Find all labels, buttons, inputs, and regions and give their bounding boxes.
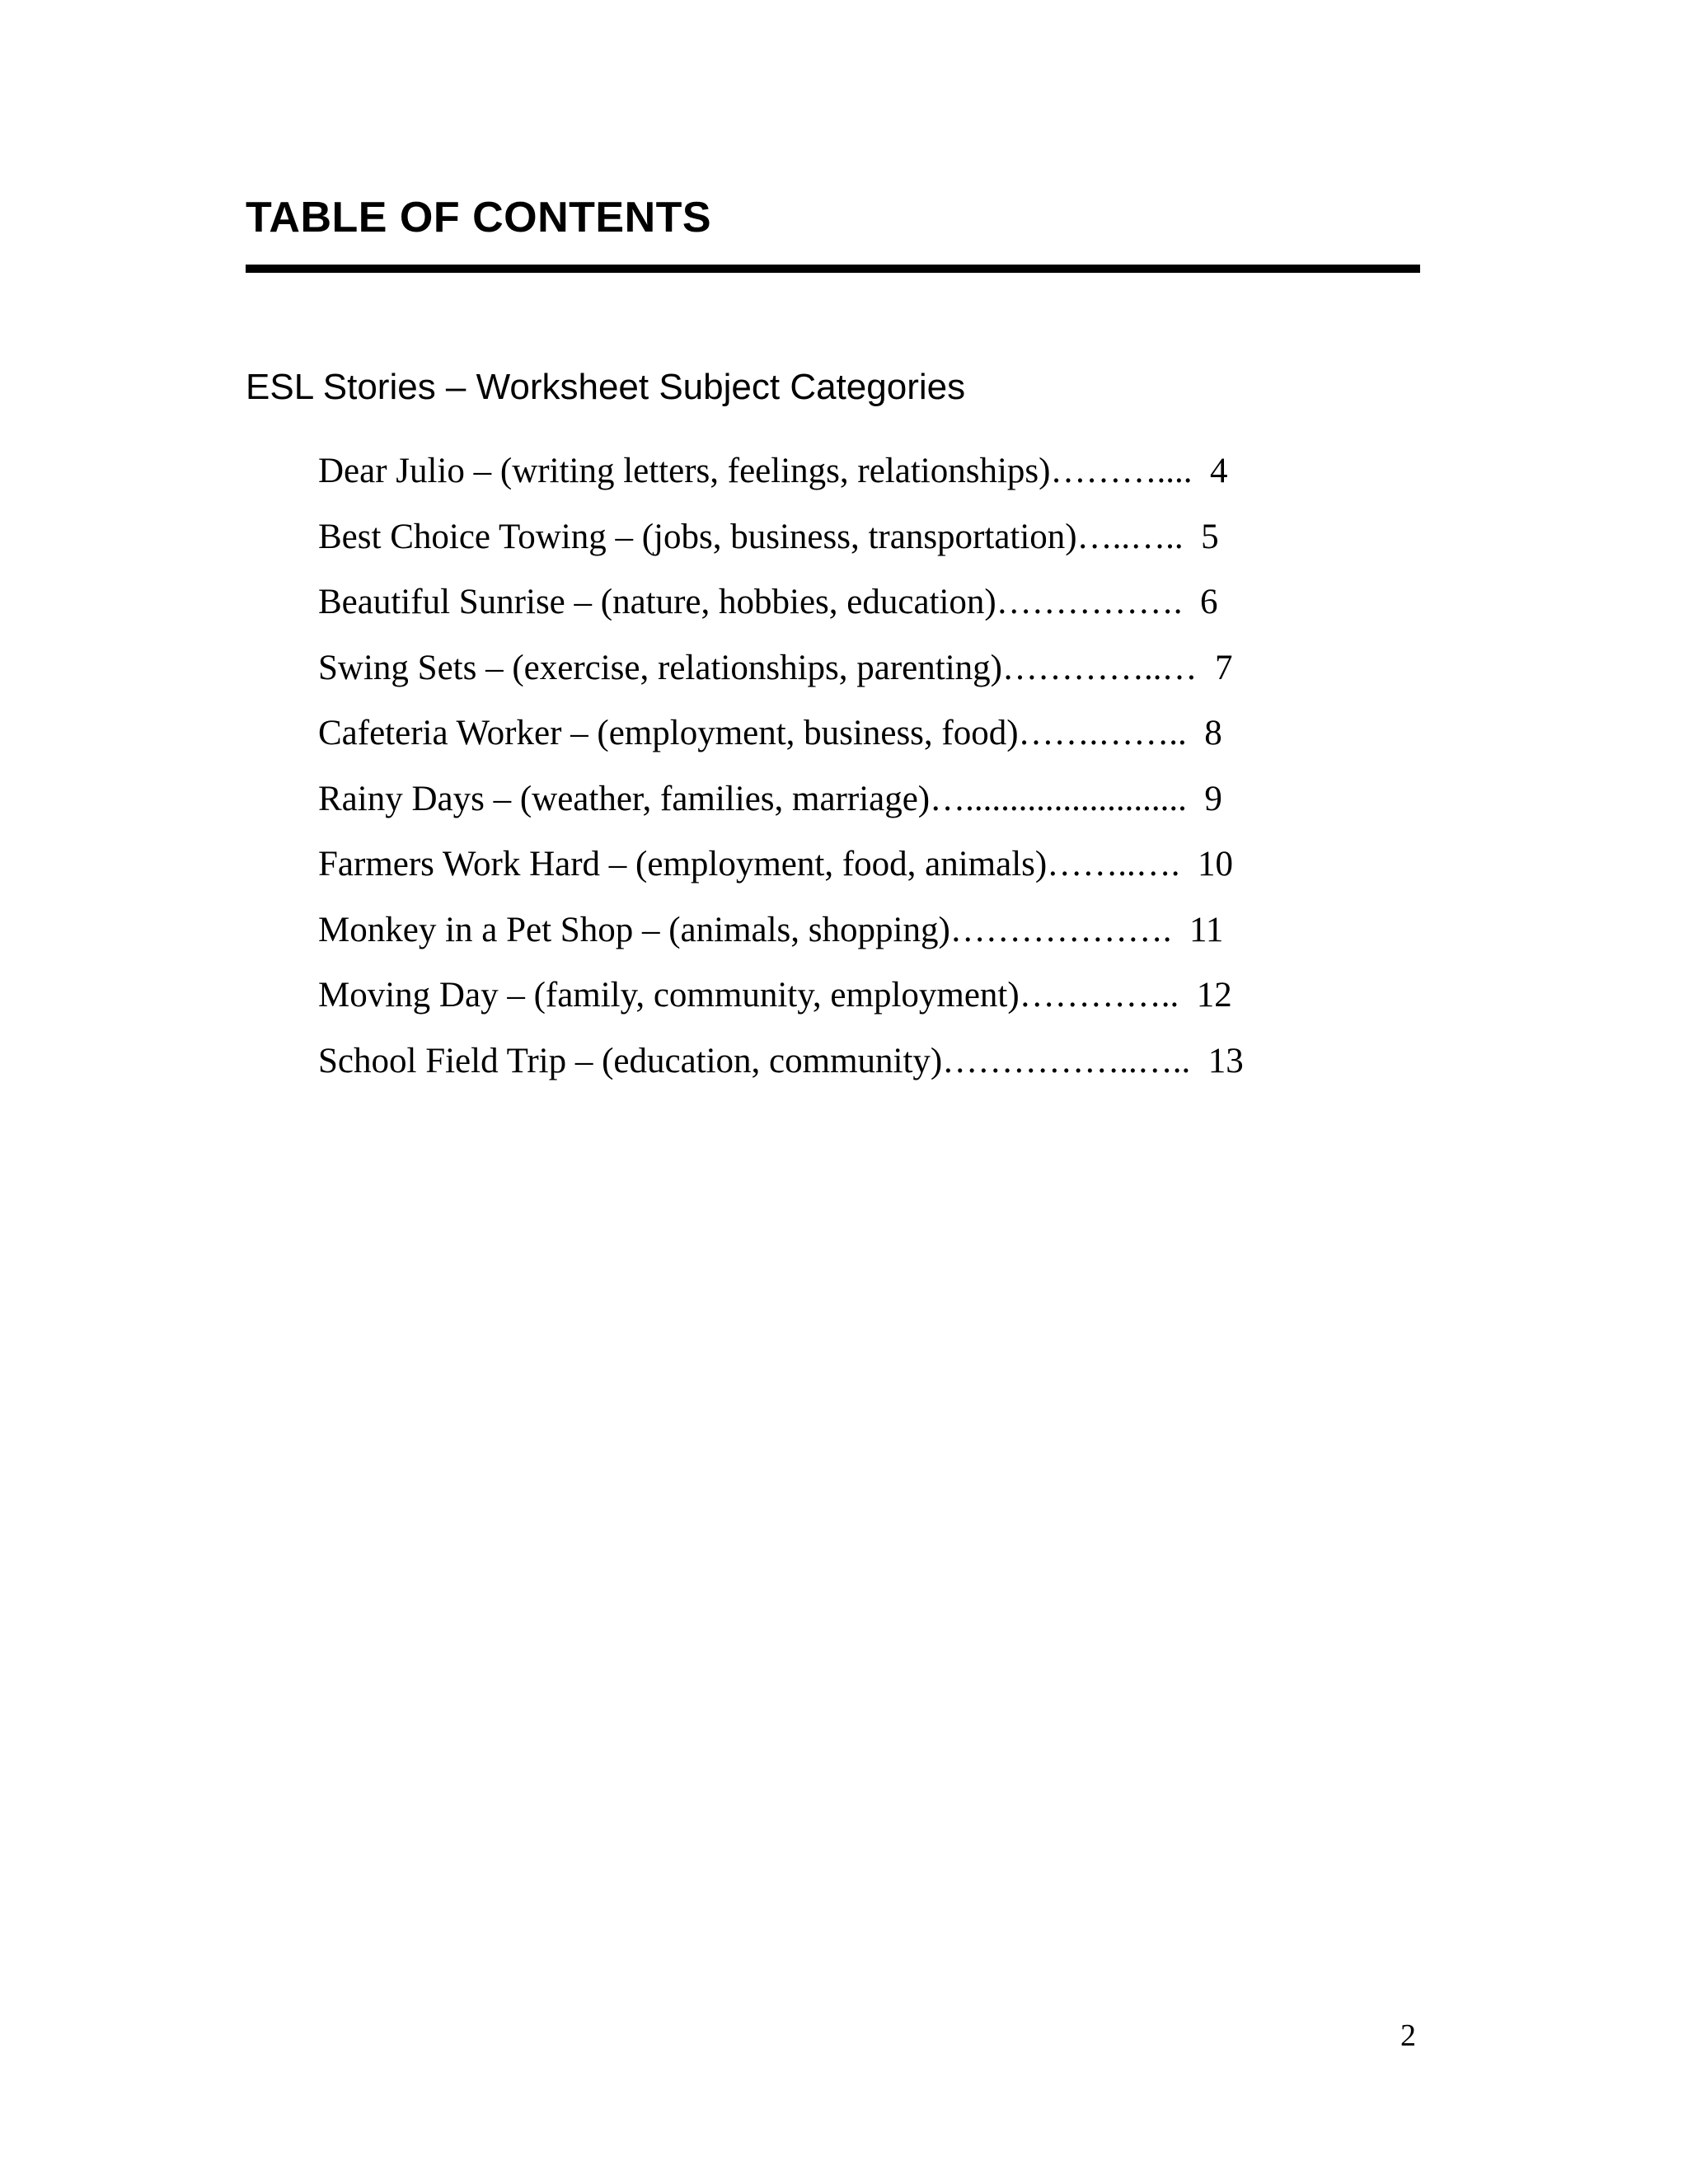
toc-entry: Beautiful Sunrise – (nature, hobbies, education)……………. 6 (318, 583, 1218, 621)
toc-entry: Monkey in a Pet Shop – (animals, shopping)………………. 11 (318, 910, 1224, 949)
toc-entry: Swing Sets – (exercise, relationships, parenting)…………..… 7 (318, 648, 1233, 687)
section-heading: ESL Stories – Worksheet Subject Categories (246, 367, 966, 407)
toc-entry: Farmers Work Hard – (employment, food, animals)……..…. 10 (318, 845, 1233, 883)
page-number: 2 (1400, 2018, 1416, 2053)
toc-entry: Cafeteria Worker – (employment, business, food)…….…….. 8 (318, 714, 1222, 752)
toc-entry: Best Choice Towing – (jobs, business, transportation)…..….. 5 (318, 517, 1219, 556)
toc-entry: Dear Julio – (writing letters, feelings, relationships)……….... 4 (318, 452, 1228, 490)
title-divider (246, 265, 1420, 273)
toc-list (318, 445, 1244, 1100)
toc-entry: School Field Trip – (education, community)……………..….. 13 (318, 1041, 1244, 1080)
page-title: TABLE OF CONTENTS (246, 194, 712, 241)
toc-entry: Rainy Days – (weather, families, marriage)…......................... 9 (318, 779, 1222, 818)
toc-entry: Moving Day – (family, community, employment)………….. 12 (318, 976, 1232, 1015)
